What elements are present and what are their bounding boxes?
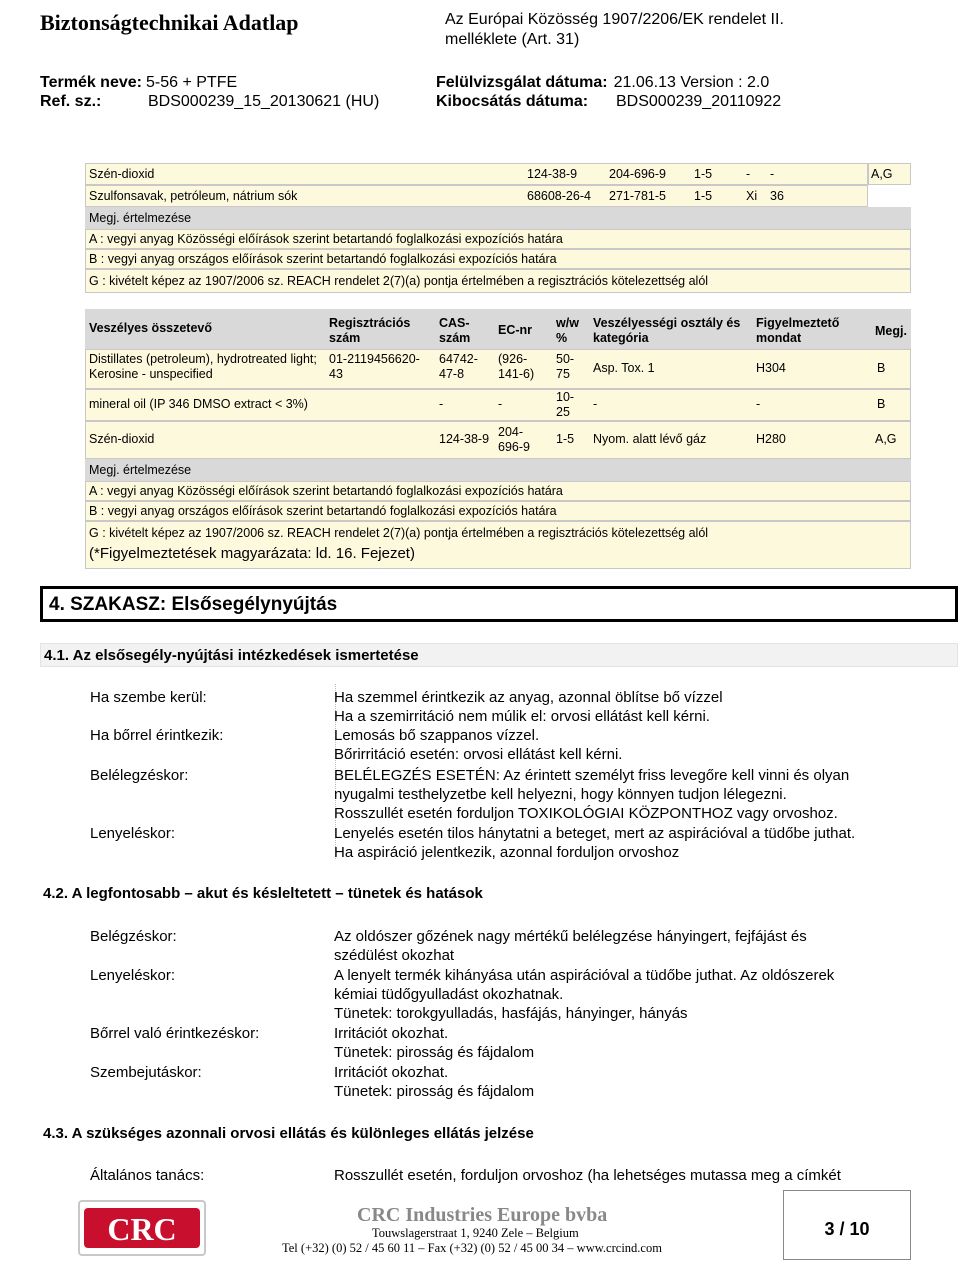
symptoms-ingestion-text: A lenyelt termék kihányása után aspirációval a tüdőbe juthat. Az oldószerek <box>334 967 835 984</box>
weight-percent: 1-5 <box>694 189 713 203</box>
legend-title: Megj. értelmezése <box>89 211 192 225</box>
cas-number: - <box>439 397 444 411</box>
legend-b: B : vegyi anyag országos előírások szerint betartandó foglalkozási expozíciós határa <box>89 504 557 518</box>
symptoms-inhalation-text: szédülést okozhat <box>334 947 455 964</box>
regulation-line-2: melléklete (Art. 31) <box>445 31 580 48</box>
company-contact: Tel (+32) (0) 52 / 45 60 11 – Fax (+32) (0) 52 / 45 00 34 – www.crcind.com <box>282 1241 662 1255</box>
component-name: Szulfonsavak, petróleum, nátrium sók <box>89 189 298 203</box>
note: B <box>877 397 886 411</box>
classification: Xi <box>746 189 758 203</box>
inhalation-text: Rosszullét esetén forduljon TOXIKOLÓGIAI KÖZPONTHOZ vagy orvoshoz. <box>334 805 838 822</box>
svg-text:CRC: CRC <box>107 1211 177 1247</box>
risk-phrase: - <box>770 167 775 181</box>
header-cas: CAS-szám <box>439 316 471 345</box>
header-warning: Figyelmeztető mondat <box>756 316 840 345</box>
crc-logo-icon <box>80 1202 204 1254</box>
legend-title: Megj. értelmezése <box>89 463 192 477</box>
header-weight: w/w % <box>556 316 579 345</box>
regulation-line-1: Az Európai Közösség 1907/2206/EK rendelet II. <box>445 11 784 28</box>
symptoms-eye-text: Irritációt okozhat. <box>334 1064 449 1081</box>
header-ec: EC-nr <box>498 323 533 337</box>
eye-contact-text: Ha szemmel érintkezik az anyag, azonnal öblítse bő vízzel <box>334 689 723 706</box>
header-registration: Regisztrációs szám <box>329 316 411 345</box>
legend-b: B : vegyi anyag országos előírások szerint betartandó foglalkozási expozíciós határa <box>89 252 557 266</box>
legend-title-row <box>85 459 911 481</box>
inhalation-text: BELÉLEGZÉS ESETÉN: Az érintett személyt friss levegőre kell vinni és olyan <box>334 767 850 784</box>
note: A,G <box>871 167 893 181</box>
component-name: Szén-dioxid <box>89 432 155 446</box>
legend-a: A : vegyi anyag Közösségi előírások szerint betartandó foglalkozási expozíciós határa <box>89 484 563 498</box>
ingestion-text: Ha aspiráció jelentkezik, azonnal forduljon orvoshoz <box>334 844 680 861</box>
eye-contact-label: Ha szembe kerül: <box>90 689 207 706</box>
subsection-4-3: 4.3. A szükséges azonnali orvosi ellátás és különleges ellátás jelzése <box>40 1122 958 1146</box>
ec-number: - <box>498 397 503 411</box>
weight-percent: 1-5 <box>556 432 575 446</box>
inhalation-label: Belélegzéskor: <box>90 767 189 784</box>
ec-number: 204-696-9 <box>609 167 666 181</box>
component-name: Szén-dioxid <box>89 167 155 181</box>
symptoms-ingestion-text: kémiai tüdőgyulladást okozhatnak. <box>334 986 564 1003</box>
classification: - <box>746 167 751 181</box>
warning-code: - <box>756 397 761 411</box>
reference-row <box>40 92 101 112</box>
subsection-4-1: 4.1. Az elsősegély-nyújtási intézkedések ismertetése <box>40 643 958 667</box>
symptoms-skin-label: Bőrrel való érintkezéskor: <box>90 1025 260 1042</box>
cas-number: 64742-47-8 <box>439 352 478 381</box>
eye-contact-text: Ha a szemirritáció nem múlik el: orvosi ellátást kell kérni. <box>334 708 710 725</box>
company-address: Touwslagerstraat 1, 9240 Zele – Belgium <box>372 1226 579 1240</box>
legend-title-row <box>85 207 911 229</box>
weight-percent: 1-5 <box>694 167 713 181</box>
weight-percent: 10-25 <box>556 390 575 419</box>
general-advice-label: Általános tanács: <box>90 1167 205 1184</box>
issue-row <box>436 92 588 112</box>
risk-phrase: 36 <box>770 189 784 203</box>
legend-g: G : kivételt képez az 1907/2006 sz. REACH rendelet 2(7)(a) pontja értelmében a regisztrációs kötelezettség alól <box>89 274 709 288</box>
cas-number: 68608-26-4 <box>527 189 591 203</box>
header-component: Veszélyes összetevő <box>89 321 212 335</box>
component-name: Distillates (petroleum), hydrotreated light; Kerosine - unspecified <box>89 352 317 381</box>
ec-number: (926-141-6) <box>498 352 535 381</box>
issue-label: Kibocsátás dátuma: <box>436 93 589 110</box>
revision-label: Felülvizsgálat dátuma: <box>436 74 608 91</box>
section-title: 4. SZAKASZ: Elsősegélynyújtás <box>40 586 958 622</box>
warning-code: H280 <box>756 432 786 446</box>
cas-number: 124-38-9 <box>439 432 490 446</box>
note: A,G <box>875 432 897 446</box>
skin-contact-text: Bőrirritáció esetén: orvosi ellátást kell kérni. <box>334 746 623 763</box>
hazard-class: Nyom. alatt lévő gáz <box>593 432 707 446</box>
general-advice-text: Rosszullét esetén, forduljon orvoshoz (ha lehetséges mutassa meg a címkét <box>334 1167 841 1184</box>
revision-value: 21.06.13 Version : 2.0 <box>613 74 770 91</box>
ec-number: 204-696-9 <box>498 425 530 454</box>
subsection-4-2: 4.2. A legfontosabb – akut és késleltetett – tünetek és hatások <box>40 882 958 906</box>
registration-number: 01-2119456620-43 <box>329 352 420 381</box>
skin-contact-label: Ha bőrrel érintkezik: <box>90 727 224 744</box>
page-number: 3 / 10 <box>783 1190 911 1260</box>
product-value: 5-56 + PTFE <box>145 74 238 91</box>
symptoms-inhalation-label: Belégzéskor: <box>90 928 177 945</box>
crc-logo <box>78 1200 206 1256</box>
symptoms-skin-text: Irritációt okozhat. <box>334 1025 449 1042</box>
ingestion-text: Lenyelés esetén tilos hánytatni a beteget, mert az aspirációval a tüdőbe juthat. <box>334 825 856 842</box>
product-label: Termék neve: <box>40 74 142 91</box>
warnings-footnote: (*Figyelmeztetések magyarázata: ld. 16. Fejezet) <box>89 545 415 562</box>
symptoms-eye-label: Szembejutáskor: <box>90 1064 202 1081</box>
ref-label: Ref. sz.: <box>40 93 102 110</box>
component-name: mineral oil (IP 346 DMSO extract < 3%) <box>89 397 308 411</box>
weight-percent: 50-75 <box>556 352 575 381</box>
legend-a: A : vegyi anyag Közösségi előírások szerint betartandó foglalkozási expozíciós határa <box>89 232 563 246</box>
hazard-class: Asp. Tox. 1 <box>593 361 655 375</box>
product-name-row <box>40 73 237 93</box>
symptoms-ingestion-text: Tünetek: torokgyulladás, hasfájás, hányinger, hányás <box>334 1005 688 1022</box>
note: B <box>877 361 886 375</box>
legend-g: G : kivételt képez az 1907/2006 sz. REACH rendelet 2(7)(a) pontja értelmében a regisztrációs kötelezettség alól <box>89 526 709 540</box>
document-title: Biztonságtechnikai Adatlap <box>40 10 299 35</box>
header-hazard-class: Veszélyességi osztály és kategória <box>593 316 741 345</box>
symptoms-ingestion-label: Lenyeléskor: <box>90 967 176 984</box>
company-name: CRC Industries Europe bvba <box>357 1204 608 1226</box>
symptoms-skin-text: Tünetek: pirosság és fájdalom <box>334 1044 535 1061</box>
table-row <box>85 163 868 185</box>
symptoms-eye-text: Tünetek: pirosság és fájdalom <box>334 1083 535 1100</box>
hazard-class: - <box>593 397 598 411</box>
warning-code: H304 <box>756 361 786 375</box>
ref-value: BDS000239_15_20130621 (HU) <box>148 93 380 110</box>
ec-number: 271-781-5 <box>609 189 666 203</box>
regulation-reference <box>445 10 845 50</box>
revision-row <box>436 73 769 93</box>
skin-contact-text: Lemosás bő szappanos vízzel. <box>334 727 540 744</box>
issue-value: BDS000239_20110922 <box>616 93 782 110</box>
header-note: Megj. <box>875 324 907 338</box>
cas-number: 124-38-9 <box>527 167 578 181</box>
inhalation-text: nyugalmi testhelyzetbe kell helyezni, hogy könnyen tudjon lélegezni. <box>334 786 787 803</box>
symptoms-inhalation-text: Az oldószer gőzének nagy mértékű belélegzése hányingert, fejfájást és <box>334 928 807 945</box>
ingestion-label: Lenyeléskor: <box>90 825 176 842</box>
